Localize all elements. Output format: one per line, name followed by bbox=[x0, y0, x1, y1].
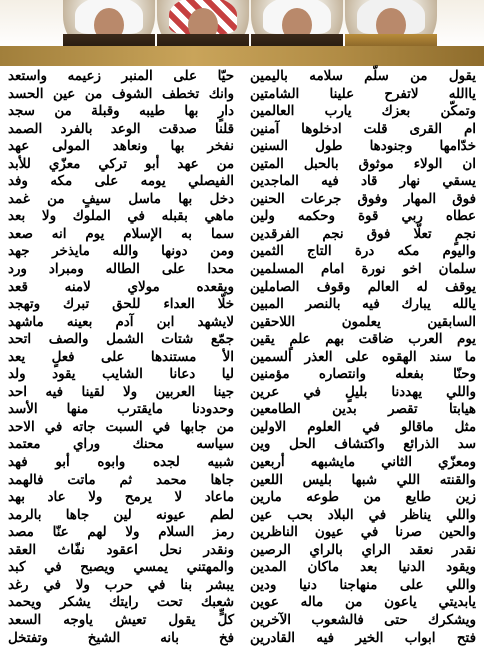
poem-line: ما سند الهقوه على العذر السمين bbox=[250, 349, 476, 367]
poem-line: دارٍ بها طيبه وقبلة من سجد bbox=[8, 103, 234, 121]
poem-line: يالله يبارك فيه بالنصر المبين bbox=[250, 296, 476, 314]
poem-line: والمهتني يمسي ويصبح في كبد bbox=[8, 559, 234, 577]
poem-line: جينا العربين ولا لقينا فيه احد bbox=[8, 384, 234, 402]
poem-line: لايشهد ابن آدم بعينه ماشهد bbox=[8, 314, 234, 332]
poem-line: يوقف له العالم وقوف الصاملين bbox=[250, 279, 476, 297]
poem-line: من عهد أبو تركي معزّي للأبد bbox=[8, 156, 234, 174]
poem-line: واللي يناظر في البلاد بحب عين bbox=[250, 507, 476, 525]
poem-line: والحين صرنا في عيون الناظرين bbox=[250, 524, 476, 542]
gold-divider bbox=[0, 46, 484, 66]
poem-line: ويقود الدنيا بعد ماكان المدين bbox=[250, 559, 476, 577]
poem-left-column bbox=[8, 68, 234, 600]
poem-body bbox=[8, 68, 476, 600]
poem-line: سما به الإسلام يوم انه صعد bbox=[8, 226, 234, 244]
poem-line: ويشكرك حتى فالشعوب الآخرين bbox=[250, 612, 476, 630]
poem-line: لطم عيونه لين جاها بالرمد bbox=[8, 507, 234, 525]
poem-line: وحدودنا مايقترب منها الأسد bbox=[8, 401, 234, 419]
poem-line: والقنته اللي شبها بليس اللعين bbox=[250, 472, 476, 490]
poem-line: محدا على الطاله ومبراد ورد bbox=[8, 261, 234, 279]
poem-line: الفيصلي يومه على مكه وفد bbox=[8, 173, 234, 191]
poem-line: كلٍّ يقول تعيش ياوجه السعد bbox=[8, 612, 234, 630]
poem-line: ام القرى قلت ادخلوها آمنين bbox=[250, 121, 476, 139]
poem-line: نفخر بها ونعاهد المولى عهد bbox=[8, 138, 234, 156]
poem-line: قلنا صدقت الوعد بالفرد الصمد bbox=[8, 121, 234, 139]
poem-line: ماهي بقبله في الملوك ولا بعد bbox=[8, 208, 234, 226]
poem-right-column bbox=[250, 68, 476, 600]
poem-line: يبشر بنا في حرب ولا في رغد bbox=[8, 577, 234, 595]
poem-line: حيّا على المنبر زعيمه واستعد bbox=[8, 68, 234, 86]
poem-line: خدّامها وجنودها طول السنين bbox=[250, 138, 476, 156]
poem-line: الأ مستندها على فعلٍ يعد bbox=[8, 349, 234, 367]
poem-line: يابديتي ياعون من ماله عوين bbox=[250, 594, 476, 612]
poem-line: من جابها في السبت جاته في الاحد bbox=[8, 419, 234, 437]
poem-line: ويقعده مولاي لامنه قعد bbox=[8, 279, 234, 297]
poem-line: جمّع شتات الشمل والصف اتحد bbox=[8, 331, 234, 349]
poem-line: السابقين يعلمون اللاحقين bbox=[250, 314, 476, 332]
poem-line: زين طايع من طوعه مارين bbox=[250, 489, 476, 507]
poem-line: يسقي نهار قاد فيه الماجدين bbox=[250, 173, 476, 191]
poem-line: فخ بانه الشيخ وتفتخل bbox=[8, 630, 234, 647]
poem-line: ومعزّي الثاني مايشبهه أربعين bbox=[250, 454, 476, 472]
poem-line: سلمان اخو نورة امام المسلمين bbox=[250, 261, 476, 279]
poem-line: شعبك تحت رايتك يشكر ويحمد bbox=[8, 594, 234, 612]
poem-line: سد الذرائع واكتشاف الحل وين bbox=[250, 436, 476, 454]
poem-line: جاها محمد ثم ماتت فالهمد bbox=[8, 472, 234, 490]
poem-line: عطاه ربي قوة وحكمه ولين bbox=[250, 208, 476, 226]
poem-line: ونقدر نحل اعقود نفّاث العقد bbox=[8, 542, 234, 560]
poem-line: ومن دونها والله مايذخر جهد bbox=[8, 243, 234, 261]
poem-line: رمز السلام ولا لهم عنّا مصد bbox=[8, 524, 234, 542]
poem-line: يقول من سلّم سلامه باليمين bbox=[250, 68, 476, 86]
poem-line: شبيه لجده وابوه أبو فهد bbox=[8, 454, 234, 472]
poem-line: ماعاد لا يرمح ولا عاد بهد bbox=[8, 489, 234, 507]
poem-line: نجمٍ تعلّا فوق نجم الفرقدين bbox=[250, 226, 476, 244]
poem-line: وتمكّن بعزك يارب العالمين bbox=[250, 103, 476, 121]
poem-line: فوق المهار وفوق جرعات الحنين bbox=[250, 191, 476, 209]
poem-line: واللي يهددنا بليلٍ في عرين bbox=[250, 384, 476, 402]
poem-line: ياالله لاتفرح علينا الشامتين bbox=[250, 86, 476, 104]
poem-line: فتح ابواب الخير فيه القادرين bbox=[250, 630, 476, 647]
poem-line: واللي على منهاجنا دنيا ودين bbox=[250, 577, 476, 595]
poem-line: ان الولاء موثوق بالحبل المتين bbox=[250, 156, 476, 174]
poem-line: سياسه محنك وراي معتمد bbox=[8, 436, 234, 454]
poem-line: نقدر نعقد الراي بالراي الرصين bbox=[250, 542, 476, 560]
poem-line: يوم العرب ضاقت بهم علمٍ يقين bbox=[250, 331, 476, 349]
poem-line: خلّا العداء للحق تبرك وتهجد bbox=[8, 296, 234, 314]
poem-line: وحنّا بفعله وانتصاره مؤمنين bbox=[250, 366, 476, 384]
poem-line: ليا دعانا الشايب يقود ولد bbox=[8, 366, 234, 384]
poem-line: وانك تخطف الشوف من عين الحسد bbox=[8, 86, 234, 104]
poem-line: مثل ماقالو في العلوم الاولين bbox=[250, 419, 476, 437]
poem-line: هيابتا تقصر بدين الطامعين bbox=[250, 401, 476, 419]
poem-line: واليوم مكه درة التاج الثمين bbox=[250, 243, 476, 261]
poem-line: دخل بها ماسل سيفٍ من غمد bbox=[8, 191, 234, 209]
